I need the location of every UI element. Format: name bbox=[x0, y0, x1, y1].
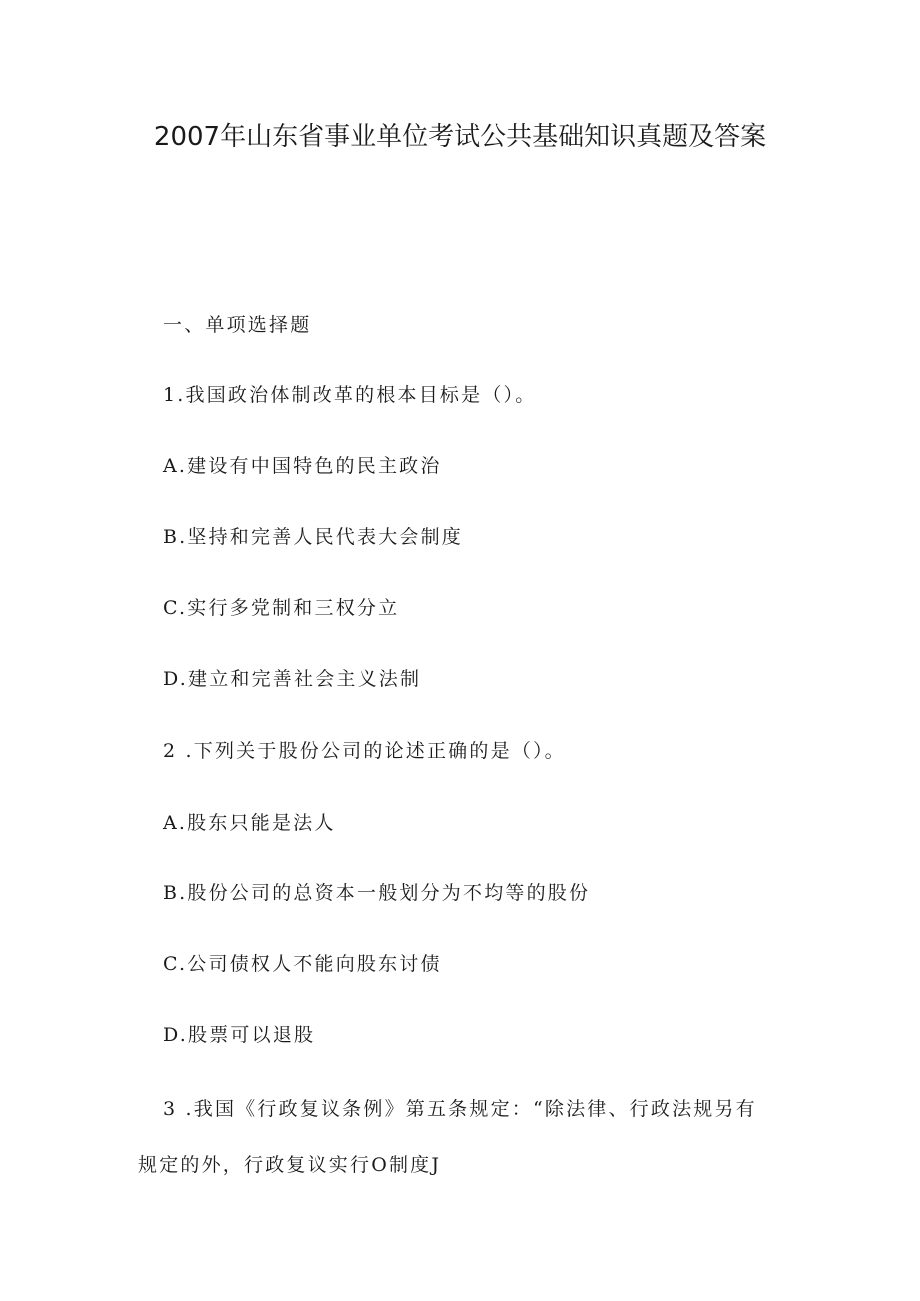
document-title: 2007年山东省事业单位考试公共基础知识真题及答案 bbox=[153, 122, 767, 152]
question-2-option-d: D.股票可以退股 bbox=[163, 1024, 316, 1046]
question-2-stem: 2 .下列关于股份公司的论述正确的是（）。 bbox=[163, 740, 566, 762]
question-1-option-c: C.实行多党制和三权分立 bbox=[163, 597, 400, 619]
question-1-option-a: A.建设有中国特色的民主政治 bbox=[163, 455, 442, 477]
question-1-option-d: D.建立和完善社会主义法制 bbox=[163, 668, 422, 690]
question-1-stem: 1.我国政治体制改革的根本目标是（）。 bbox=[163, 384, 537, 406]
question-2-option-b: B.股份公司的总资本一般划分为不均等的股份 bbox=[163, 882, 591, 904]
question-2-option-a: A.股东只能是法人 bbox=[163, 812, 336, 834]
question-1-option-b: B.坚持和完善人民代表大会制度 bbox=[163, 526, 464, 548]
question-2-option-c: C.公司债权人不能向股东讨债 bbox=[163, 953, 442, 975]
question-3-stem: 3 .我国《行政复议条例》第五条规定：“除法律、行政法规另有规定的外，行政复议实行O制度J bbox=[138, 1098, 757, 1176]
section-heading: 一、单项选择题 bbox=[163, 314, 312, 336]
